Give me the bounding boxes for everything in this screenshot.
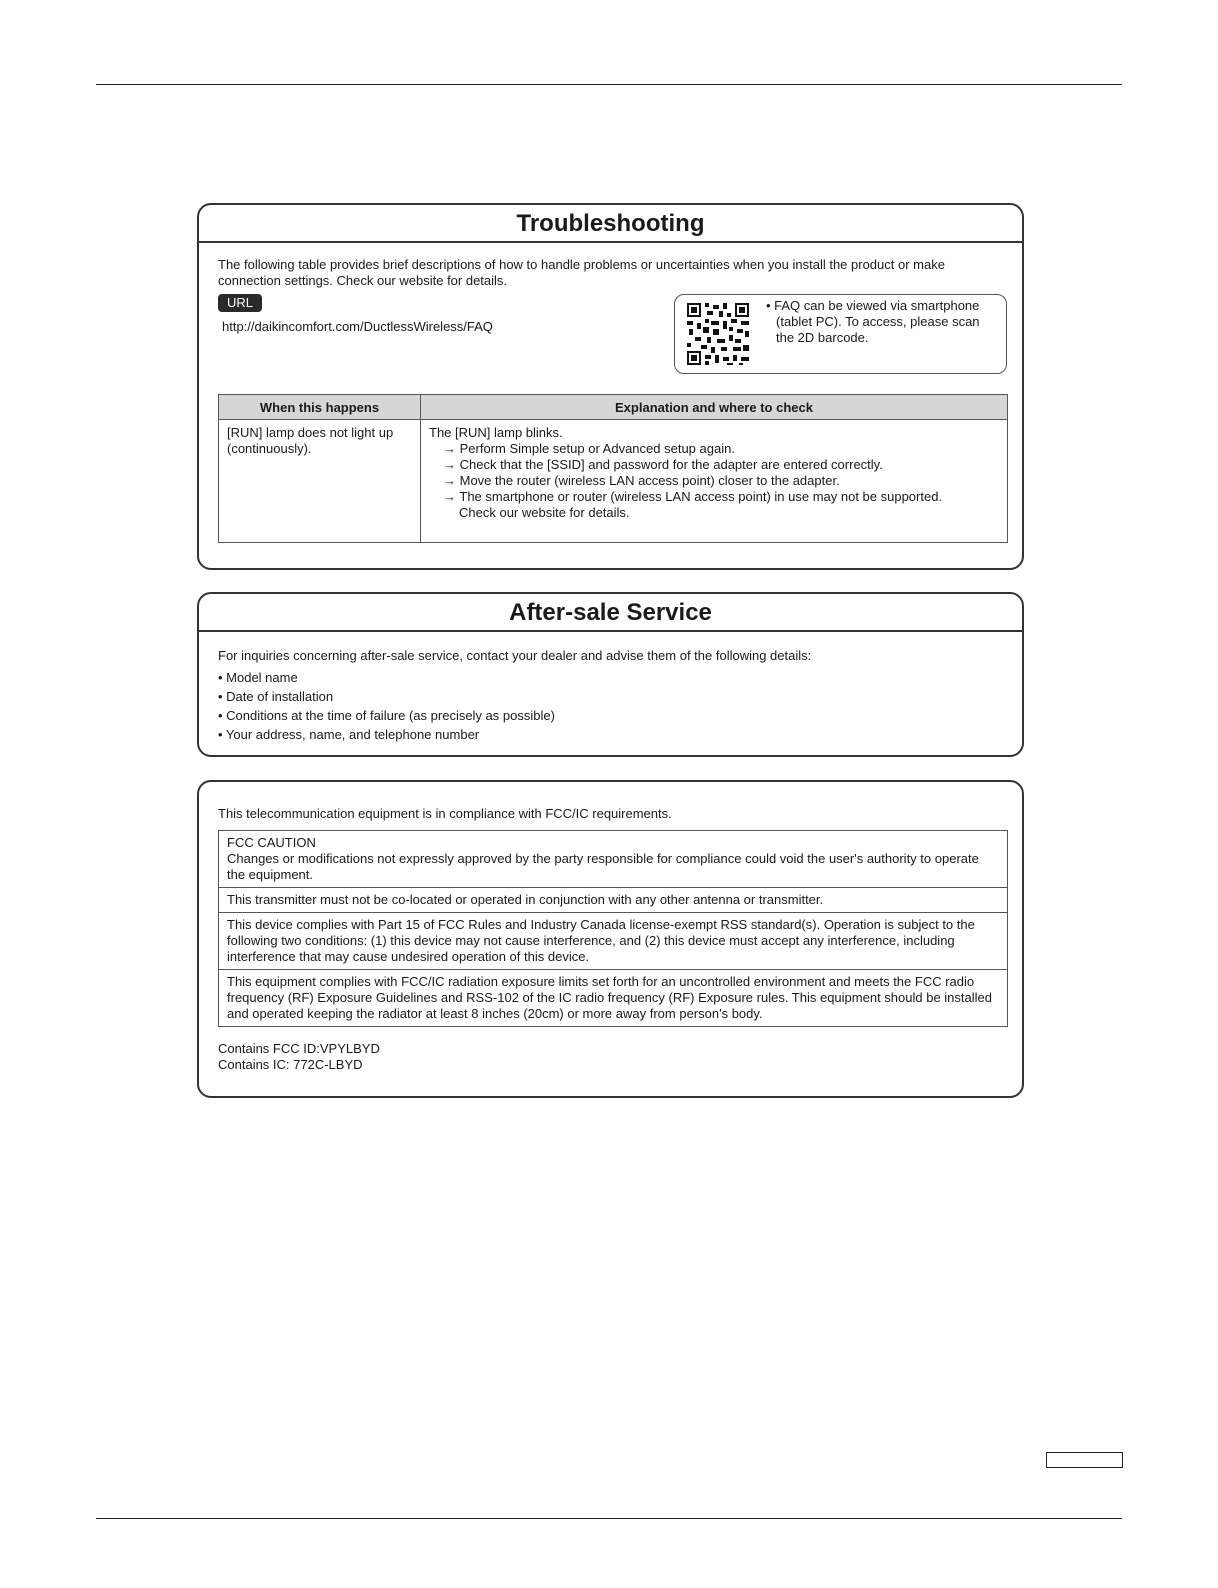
list-item: • Conditions at the time of failure (as precisely as possible) — [218, 708, 555, 723]
troubleshooting-title: Troubleshooting — [199, 205, 1022, 243]
explanation-lead: The [RUN] lamp blinks. — [429, 425, 563, 440]
troubleshooting-intro: The following table provides brief descriptions of how to handle problems or uncertainties when you install the product or make connection settings. Check our website for details. — [218, 257, 945, 288]
fcc-caution-text: Changes or modifications not expressly approved by the party responsible for compliance could void the user's authority to operate the equipment. — [227, 851, 979, 882]
table-row — [219, 420, 1008, 543]
faq-url[interactable]: http://daikincomfort.com/DuctlessWireless/FAQ — [222, 319, 493, 334]
header-rule — [96, 84, 1122, 85]
explanation-step: → The smartphone or router (wireless LAN access point) in use may not be supported. — [443, 489, 943, 504]
list-item: • Model name — [218, 670, 298, 685]
explanation-cell — [421, 420, 1008, 543]
qr-callout — [674, 294, 1007, 374]
aftersale-panel — [197, 592, 1024, 757]
fcc-part15-row: This device complies with Part 15 of FCC Rules and Industry Canada license-exempt RSS standard(s). Operation is subject to the following two conditions: (1) this device may not cause interference, and (2) this device must accept any interference, including interference that may cause undesired operation of this device. — [219, 913, 1007, 970]
symptom-cell: [RUN] lamp does not light up (continuously). — [219, 420, 421, 543]
qr-code-icon — [685, 301, 751, 367]
list-item: • Date of installation — [218, 689, 334, 704]
troubleshooting-table — [218, 394, 1008, 543]
aftersale-list — [218, 668, 555, 744]
faq-note: • FAQ can be viewed via smartphone (tablet PC). To access, please scan the 2D barcode. — [766, 298, 980, 345]
list-item: • Your address, name, and telephone number — [218, 727, 480, 742]
ic-id: Contains IC: 772C-LBYD — [218, 1057, 363, 1072]
aftersale-intro: For inquiries concerning after-sale service, contact your dealer and advise them of the following details: — [218, 648, 812, 663]
fcc-ids — [218, 1041, 380, 1073]
explanation-step: → Move the router (wireless LAN access point) closer to the adapter. — [443, 473, 840, 488]
explanation-step: → Check that the [SSID] and password for the adapter are entered correctly. — [443, 457, 883, 472]
fcc-transmitter-row: This transmitter must not be co-located or operated in conjunction with any other antenna or transmitter. — [219, 888, 1007, 913]
fcc-caution-row — [219, 831, 1007, 888]
explanation-continuation: Check our website for details. — [459, 505, 630, 520]
troubleshooting-panel — [197, 203, 1024, 570]
fcc-id: Contains FCC ID:VPYLBYD — [218, 1041, 380, 1056]
footer-rule — [96, 1518, 1122, 1519]
explanation-step: → Perform Simple setup or Advanced setup again. — [443, 441, 735, 456]
fcc-caution-title: FCC CAUTION — [227, 835, 316, 850]
fcc-intro: This telecommunication equipment is in compliance with FCC/IC requirements. — [218, 806, 672, 821]
column-header: Explanation and where to check — [421, 395, 1008, 420]
column-header: When this happens — [219, 395, 421, 420]
fcc-panel — [197, 780, 1024, 1098]
page-number-box — [1046, 1452, 1123, 1468]
aftersale-title: After-sale Service — [199, 594, 1022, 632]
fcc-rf-row: This equipment complies with FCC/IC radiation exposure limits set forth for an uncontrolled environment and meets the FCC radio frequency (RF) Exposure Guidelines and RSS-102 of the IC radio frequency (RF) Exposure rules. This equipment should be installed and operated keeping the radiator at least 8 inches (20cm) or more away from person's body. — [227, 974, 992, 1021]
url-badge: URL — [218, 294, 262, 312]
fcc-statements — [218, 830, 1008, 1027]
